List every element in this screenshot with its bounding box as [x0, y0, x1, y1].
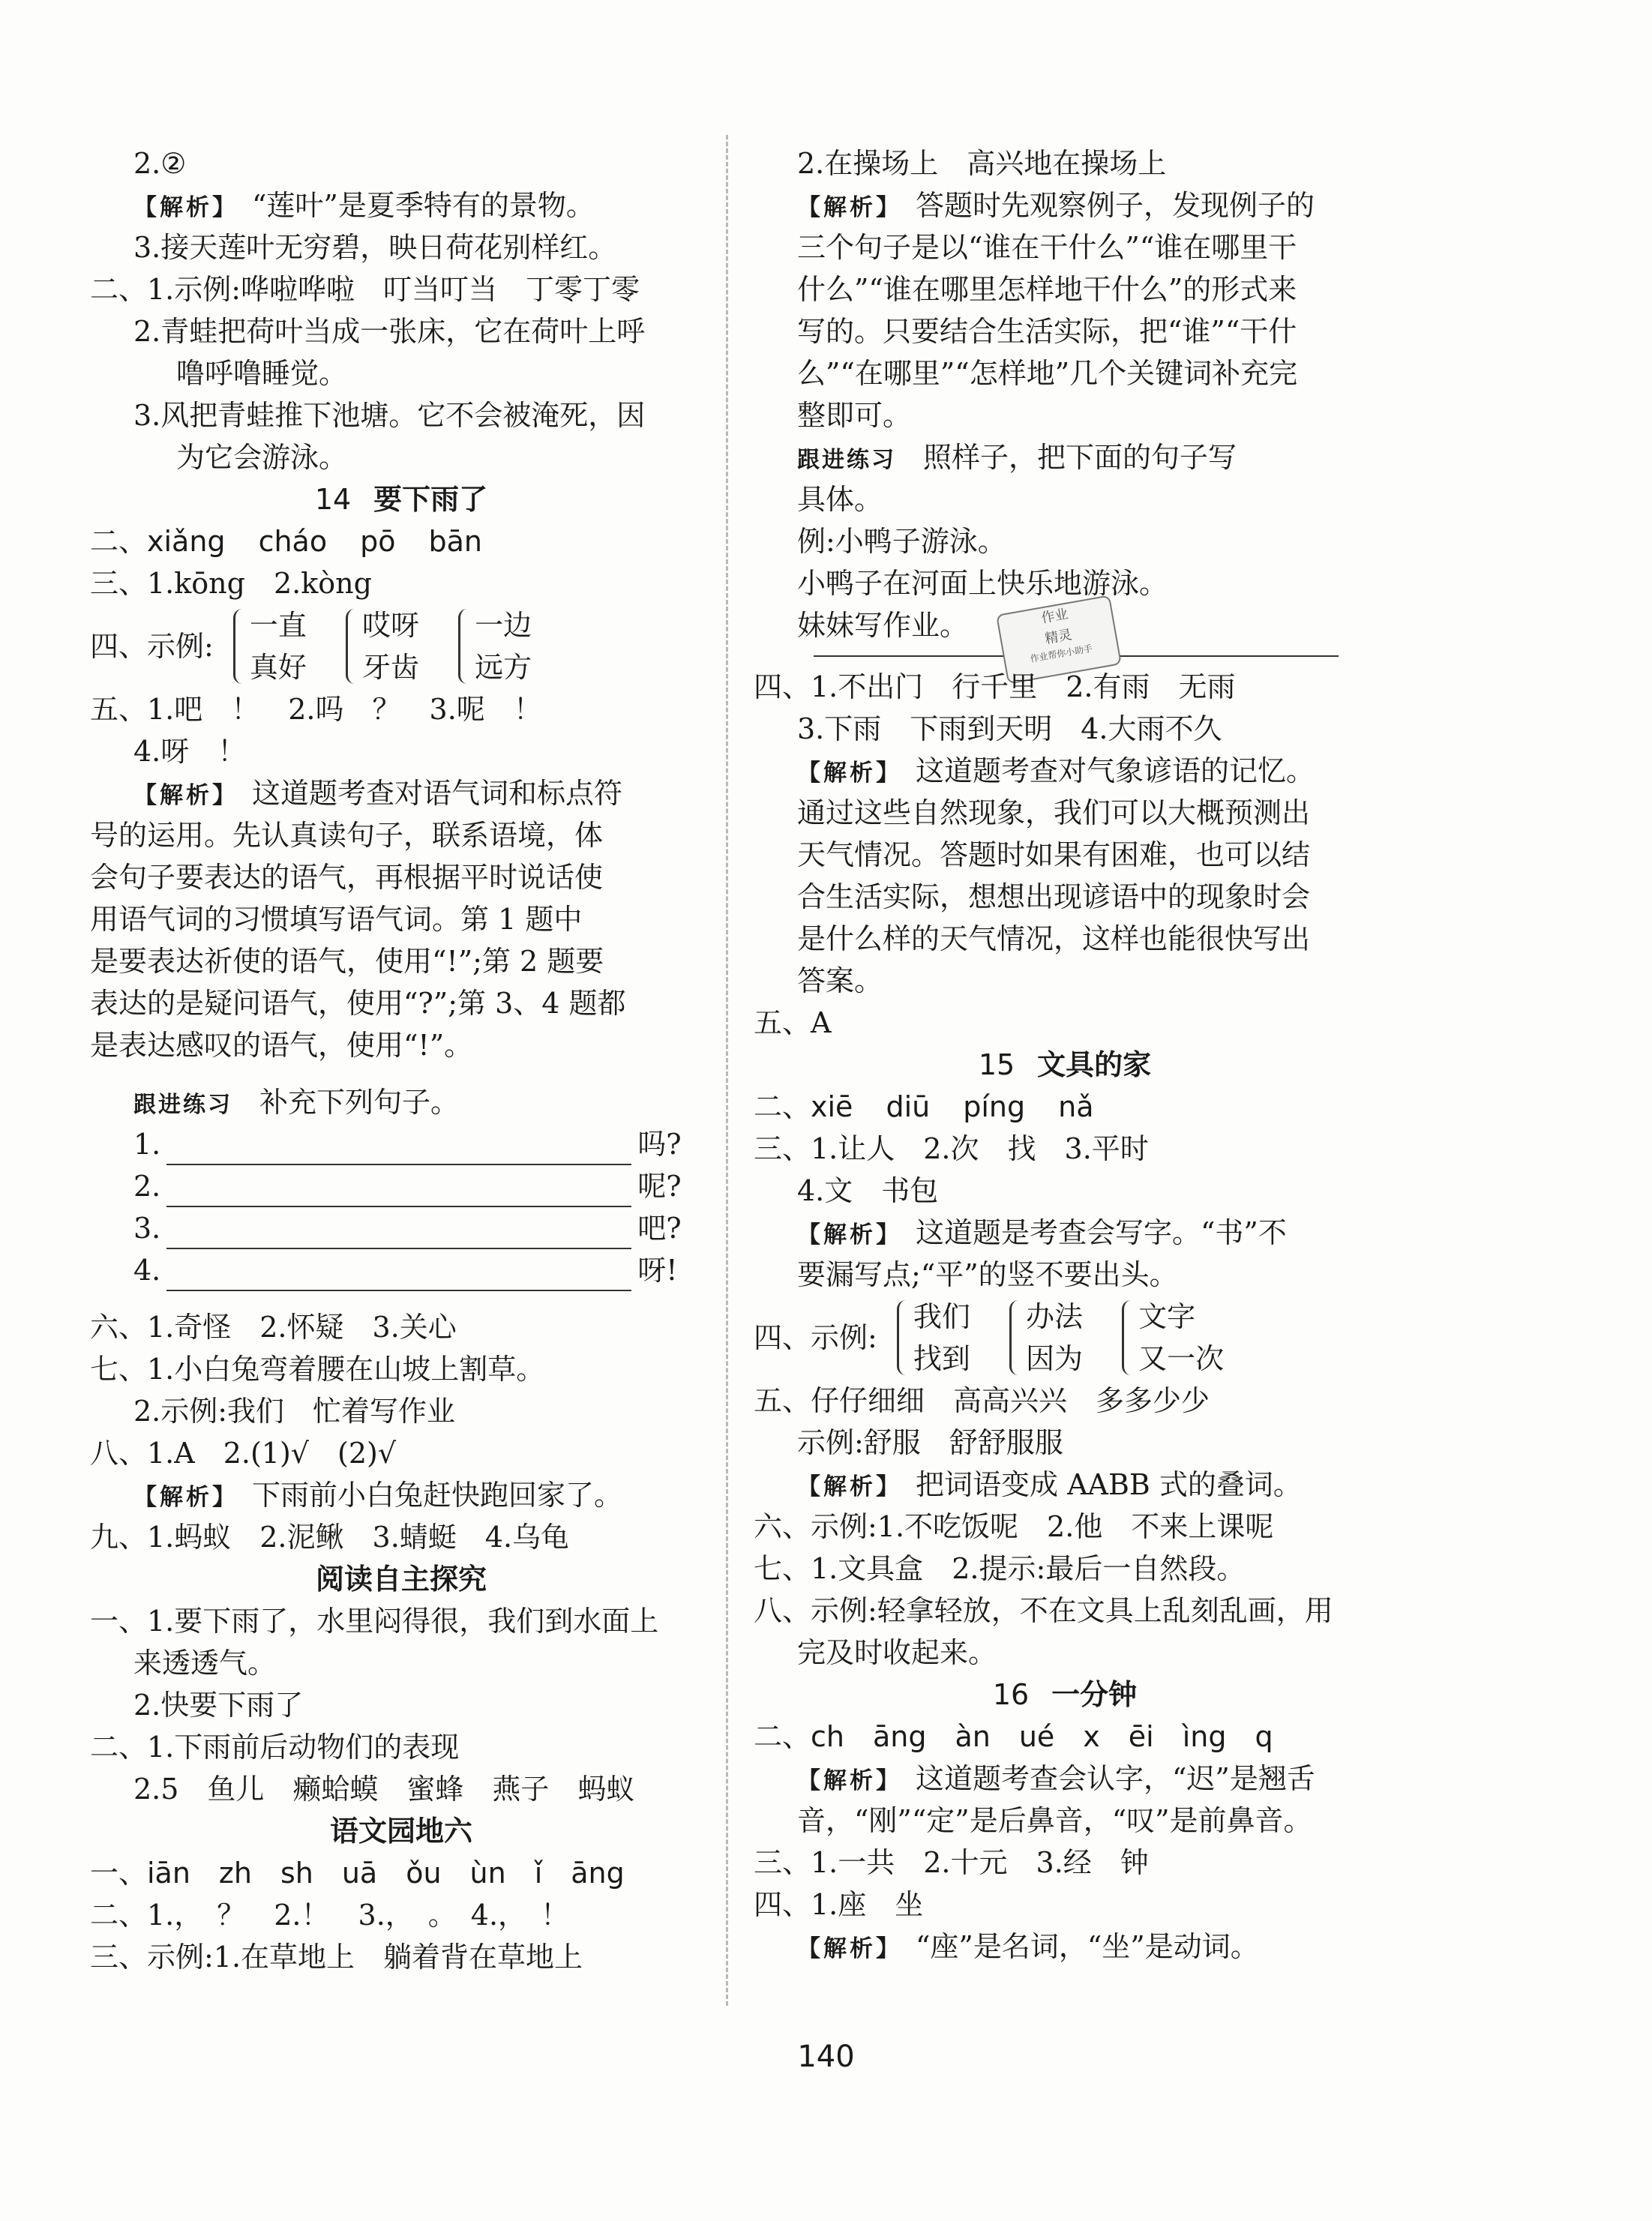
analysis-tag: 【解析】: [797, 1221, 902, 1248]
answer-line: 2.②: [133, 147, 187, 180]
section-title-16: 16 一分钟: [992, 1678, 1138, 1711]
left-column: [90, 142, 712, 1978]
answer-line: 4.文 书包: [797, 1174, 939, 1207]
answer-line: 一、1.要下雨了，水里闷得很，我们到水面上: [90, 1605, 659, 1638]
section-title-garden: 语文园地六: [329, 1815, 472, 1848]
analysis-text: 整即可。: [797, 399, 912, 432]
section-title-reading: 阅读自主探究: [315, 1563, 487, 1596]
answer-line: 七、1.小白兔弯着腰在山坡上割草。: [90, 1353, 545, 1386]
pinyin-line: 二、ch āng àn ué x ēi ìng q: [754, 1720, 1273, 1753]
answer-line: 二、1.下雨前后动物们的表现: [90, 1731, 460, 1764]
analysis-text: 写的。只要结合生活实际，把“谁”“干什: [797, 315, 1297, 348]
practice-text: 照样子，把下面的句子写: [923, 441, 1237, 474]
analysis-tag: 【解析】: [797, 194, 902, 221]
brace-example: 四、示例: 我们 找到 办法 因为 文字 又一次: [754, 1296, 1376, 1380]
pinyin-line: 一、iān zh sh uā ǒu ùn ǐ āng: [90, 1857, 625, 1890]
analysis-text: 是要表达祈使的语气，使用“!”;第 2 题要: [90, 945, 604, 978]
analysis-text: 是表达感叹的语气，使用“!”。: [90, 1029, 473, 1062]
answer-line: 八、1.A 2.(1)√ (2)√: [90, 1437, 397, 1470]
analysis-text: 三个句子是以“谁在干什么”“谁在哪里干: [797, 231, 1297, 264]
fill-blank-line: 4. 呀!: [90, 1249, 712, 1291]
analysis-tag: 【解析】: [133, 194, 238, 221]
analysis-text: 什么”“谁在哪里怎样地干什么”的形式来: [797, 273, 1297, 306]
brace-example: 四、示例: 一直 真好 哎呀 牙齿 一边 远方: [90, 604, 712, 688]
answer-line: 噜呼噜睡觉。: [176, 357, 348, 390]
section-title-15: 15 文具的家: [978, 1048, 1152, 1081]
answer-line: 三、1.一共 2.十元 3.经 钟: [754, 1846, 1149, 1879]
watermark-stamp: 作业 精灵 作业帮你小助手: [996, 595, 1122, 684]
answer-line: 三、示例:1.在草地上 躺着背在草地上: [90, 1941, 583, 1974]
analysis-text: 答题时先观察例子，发现例子的: [916, 189, 1315, 222]
answer-line: 八、示例:轻拿轻放，不在文具上乱刻乱画，用: [754, 1594, 1333, 1627]
analysis-text: 么”“在哪里”“怎样地”几个关键词补充完: [797, 357, 1298, 390]
answer-line: 六、示例:1.不吃饭呢 2.他 不来上课呢: [754, 1510, 1274, 1543]
answer-line: 完及时收起来。: [797, 1636, 997, 1669]
section-title-14: 14 要下雨了: [314, 483, 488, 516]
answer-line: 三、1.kōng 2.kòng: [90, 567, 372, 600]
answer-line: 为它会游泳。: [176, 441, 348, 474]
practice-tag: 跟进练习: [133, 1092, 232, 1118]
analysis-text: 把词语变成 AABB 式的叠词。: [916, 1468, 1302, 1501]
analysis-text: 号的运用。先认真读句子，联系语境，体: [90, 819, 604, 852]
analysis-tag: 【解析】: [797, 760, 902, 787]
answer-line: 三、1.让人 2.次 找 3.平时: [754, 1132, 1149, 1165]
analysis-tag: 【解析】: [797, 1767, 902, 1794]
answer-line: 2.快要下雨了: [133, 1689, 304, 1722]
example-line: 妹妹写作业。 作业 精灵 作业帮你小助手: [754, 604, 1376, 646]
practice-text: 补充下列句子。: [259, 1086, 460, 1119]
fill-blank-line: 3. 吧?: [90, 1207, 712, 1249]
right-column: [754, 142, 1376, 1968]
answer-line: 3.下雨 下雨到天明 4.大雨不久: [797, 712, 1222, 745]
analysis-text: 是什么样的天气情况，这样也能很快写出: [797, 922, 1311, 955]
analysis-text: 答案。: [797, 964, 883, 997]
column-divider: [726, 135, 728, 2006]
fill-blank-line: 1. 吗?: [90, 1123, 712, 1165]
example-line: 小鸭子在河面上快乐地游泳。: [797, 567, 1168, 600]
answer-line: 来透透气。: [133, 1647, 277, 1680]
pinyin-line: 二、xiē diū píng nǎ: [754, 1090, 1094, 1123]
answer-line: 五、1.吧 ！ 2.吗 ？ 3.呢 ！: [90, 693, 542, 726]
answer-line: 五、仔仔细细 高高兴兴 多多少少: [754, 1384, 1210, 1417]
answer-line: 五、A: [754, 1006, 832, 1039]
answer-line: 4.呀 ！: [133, 735, 247, 768]
analysis-tag: 【解析】: [797, 1935, 902, 1962]
analysis-text: 这道题考查对气象谚语的记忆。: [916, 754, 1315, 787]
answer-line: 2.青蛙把荷叶当成一张床，它在荷叶上呼: [133, 315, 646, 348]
answer-line: 二、1.示例:哗啦哗啦 叮当叮当 丁零丁零: [90, 273, 640, 306]
answer-line: 四、1.不出门 行千里 2.有雨 无雨: [754, 670, 1236, 703]
analysis-tag: 【解析】: [797, 1473, 902, 1500]
analysis-tag: 【解析】: [133, 782, 238, 809]
analysis-text: 这道题是考查会写字。“书”不: [916, 1216, 1287, 1249]
analysis-text: 表达的是疑问语气，使用“?”;第 3、4 题都: [90, 987, 626, 1020]
analysis-text: 音，“刚”“定”是后鼻音，“叹”是前鼻音。: [797, 1804, 1312, 1837]
practice-text: 具体。: [797, 483, 883, 516]
answer-line: 示例:舒服 舒舒服服: [797, 1426, 1063, 1459]
analysis-text: 会句子要表达的语气，再根据平时说话使: [90, 861, 604, 894]
analysis-text: 通过这些自然现象，我们可以大概预测出: [797, 796, 1311, 829]
answer-line: 七、1.文具盒 2.提示:最后一自然段。: [754, 1552, 1246, 1585]
analysis-text: 这道题考查会认字，“迟”是翘舌: [916, 1762, 1315, 1795]
analysis-text: 这道题考查对语气词和标点符: [252, 777, 623, 810]
answer-line: 六、1.奇怪 2.怀疑 3.关心: [90, 1311, 457, 1344]
analysis-text: 下雨前小白兔赶快跑回家了。: [252, 1479, 623, 1512]
pinyin-line: 二、xiǎng cháo pō bān: [90, 525, 482, 558]
answer-line: 2.5 鱼儿 癞蛤蟆 蜜蜂 燕子 蚂蚁: [133, 1773, 635, 1806]
answer-line: 九、1.蚂蚁 2.泥鳅 3.蜻蜓 4.乌龟: [90, 1521, 570, 1554]
analysis-tag: 【解析】: [133, 1484, 238, 1511]
answer-line: 3.风把青蛙推下池塘。它不会被淹死，因: [133, 399, 646, 432]
answer-line: 3.接天莲叶无穷碧，映日荷花别样红。: [133, 231, 617, 264]
analysis-text: 天气情况。答题时如果有困难，也可以结: [797, 838, 1311, 871]
analysis-text: 要漏写点;“平”的竖不要出头。: [797, 1258, 1178, 1291]
fill-blank-line: 2. 呢?: [90, 1165, 712, 1207]
answer-line: 2.在操场上 高兴地在操场上: [797, 147, 1167, 180]
answer-line: 二、1.， ？ 2.！ 3.， 。 4.， ！: [90, 1899, 570, 1932]
practice-tag: 跟进练习: [797, 447, 896, 473]
page-number: 140: [797, 2040, 855, 2074]
analysis-text: 用语气词的习惯填写语气词。第 1 题中: [90, 903, 583, 936]
answer-line: 四、1.座 坐: [754, 1888, 924, 1921]
analysis-text: “莲叶”是夏季特有的景物。: [252, 189, 595, 222]
answer-line: 2.示例:我们 忙着写作业: [133, 1395, 456, 1428]
example-line: 例:小鸭子游泳。: [797, 525, 1006, 558]
analysis-text: 合生活实际，想想出现谚语中的现象时会: [797, 880, 1311, 913]
analysis-text: “座”是名词，“坐”是动词。: [916, 1930, 1259, 1963]
